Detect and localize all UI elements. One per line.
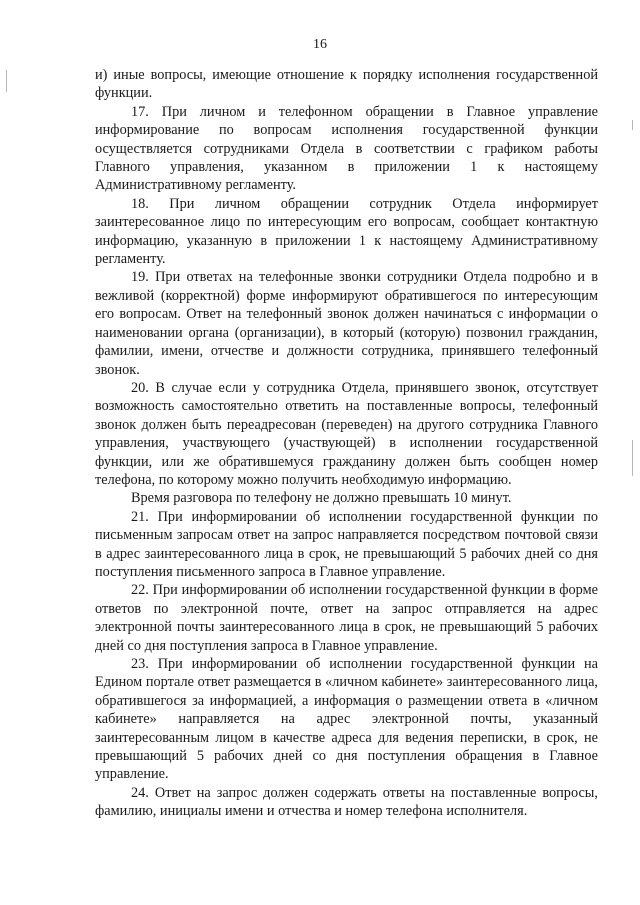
paragraph-18: 18. При личном обращении сотрудник Отдела информирует заинтересованное лицо по интересующим его вопросам, сообщает контактную информацию, указанную в приложении 1 к настоящему Административному регламенту.	[95, 195, 598, 268]
paragraph-24: 24. Ответ на запрос должен содержать ответы на поставленные вопросы, фамилию, инициалы имени и отчества и номер телефона исполнителя.	[95, 784, 598, 820]
document-body	[95, 66, 598, 821]
paragraph-19: 19. При ответах на телефонные звонки сотрудники Отдела подробно и в вежливой (корректной) форме информируют обратившегося по интересующим его вопросам. Ответ на телефонный звонок должен начинаться с информации о наименовании органа (организации), в который (которую) позвонил гражданин, фамилии, имени, отчестве и должности сотрудника, принявшего телефонный звонок.	[95, 269, 598, 378]
paragraph-item-i: и) иные вопросы, имеющие отношение к порядку исполнения государственной функции.	[95, 67, 598, 102]
paragraph-call-duration: Время разговора по телефону не должно превышать 10 минут.	[131, 490, 512, 507]
paragraph-17: 17. При личном и телефонном обращении в Главное управление информирование по вопросам исполнения государственной функции осуществляется сотрудниками Отдела в соответствии с графиком работы Главного управления, указанном в приложении 1 к настоящему Административному регламенту.	[95, 103, 598, 194]
scan-margin-mark	[6, 70, 7, 92]
paragraph-20: 20. В случае если у сотрудника Отдела, принявшего звонок, отсутствует возможность самостоятельно ответить на поставленные вопросы, телефонный звонок должен быть переадресован (переведен) на другого сотрудника Главного управления, участвующего (участвующей) в исполнении государственной функции, или же обратившемуся гражданину должен быть сообщен номер телефона, по которому можно получить необходимую информацию.	[95, 379, 598, 488]
scan-margin-mark	[632, 440, 633, 476]
page-number: 16	[313, 37, 327, 52]
paragraph-23: 23. При информировании об исполнении государственной функции на Едином портале ответ размещается в «личном кабинете» заинтересованного лица, обратившегося за информацией, а информация о размещении ответа в «личном кабинете» направляется на адрес электронной почты, указанный заинтересованным лицом в качестве адреса для ведения переписки, в срок, не превышающий 5 рабочих дней со дня поступления обращения в Главное управление.	[95, 656, 598, 783]
paragraph-22: 22. При информировании об исполнении государственной функции в форме ответов по электронной почте, ответ на запрос отправляется на адрес электронной почты заинтересованного лица в срок, не превышающий 5 рабочих дней со дня поступления запроса в Главное управление.	[95, 582, 598, 654]
scan-margin-mark	[632, 120, 633, 130]
paragraph-21: 21. При информировании об исполнении государственной функции по письменным запросам ответ на запрос направляется посредством почтовой связи в адрес заинтересованного лица в срок, не превышающий 5 рабочих дней со дня поступления письменного запроса в Главное управление.	[95, 508, 598, 580]
